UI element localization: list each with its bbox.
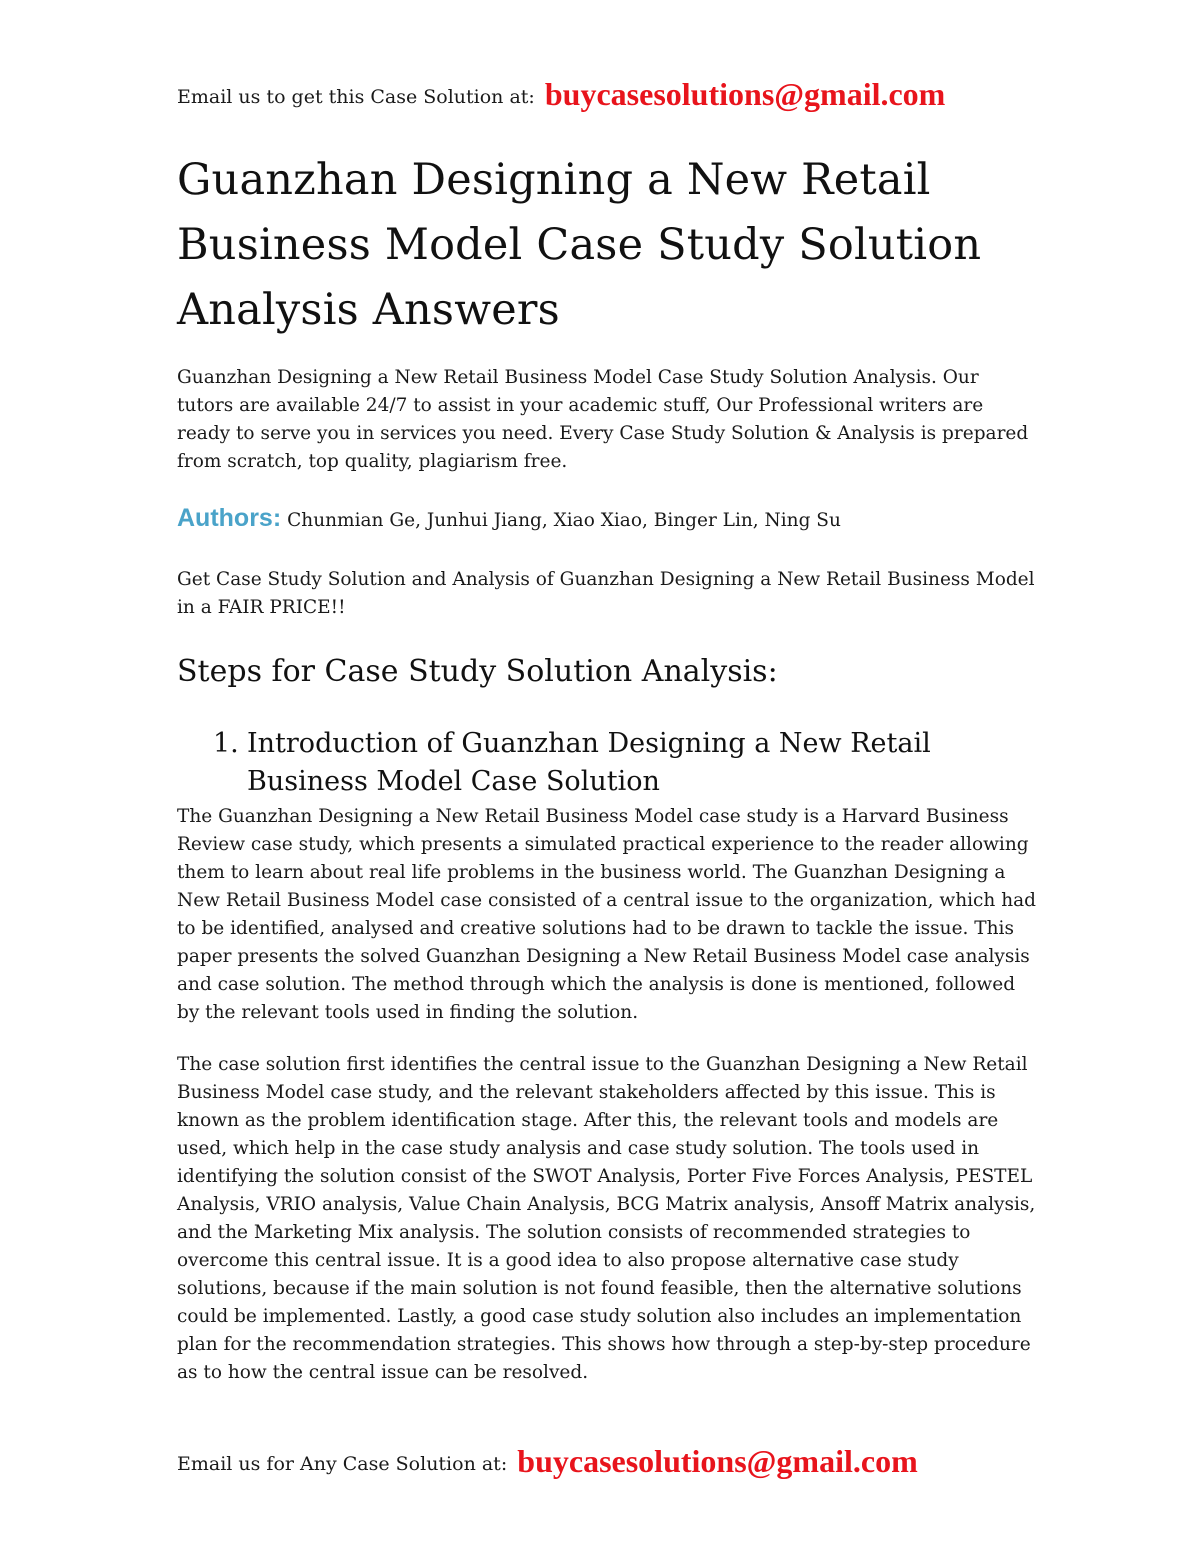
page-title: Guanzhan Designing a New Retail Business Model Case Study Solution Analysis Answers	[177, 155, 982, 335]
step-1-title: Introduction of Guanzhan Designing a New Retail Business Model Case Solution	[247, 728, 931, 797]
authors-label: Authors:	[177, 504, 282, 532]
body-paragraph: The case solution first identifies the central issue to the Guanzhan Designing a New Retail Business Model case study, and the relevant stakeholders affected by this issue. This is known as the problem identification stage. After this, the relevant tools and models are used, which help in the case study analysis and case study solution. The tools used in identifying the solution consist of the SWOT Analysis, Porter Five Forces Analysis, PESTEL Analysis, VRIO analysis, Value Chain Analysis, BCG Matrix analysis, Ansoff Matrix analysis, and the Marketing Mix analysis. The solution consists of recommended strategies to overcome this central issue. It is a good idea to also propose alternative case study solutions, because if the main solution is not found feasible, then the alternative solutions could be implemented. Lastly, a good case study solution also includes an implementation plan for the recommendation strategies. This shows how through a step-by-step procedure as to how the central issue can be resolved.	[177, 1054, 1036, 1383]
authors-names: Chunmian Ge, Junhui Jiang, Xiao Xiao, Binger Lin, Ning Su	[287, 510, 841, 531]
top-email-prefix: Email us to get this Case Solution at:	[177, 86, 535, 108]
bottom-email-line	[177, 1443, 918, 1479]
step-1-heading	[213, 725, 1037, 801]
body-paragraph: The Guanzhan Designing a New Retail Business Model case study is a Harvard Business Review case study, which presents a simulated practical experience to the reader allowing them to learn about real life problems in the business world. The Guanzhan Designing a New Retail Business Model case consisted of a central issue to the organization, which had to be identified, analysed and creative solutions had to be drawn to tackle the issue. This paper presents the solved Guanzhan Designing a New Retail Business Model case analysis and case solution. The method through which the analysis is done is mentioned, followed by the relevant tools used in finding the solution.	[177, 806, 1036, 1023]
intro-paragraph: Guanzhan Designing a New Retail Business Model Case Study Solution Analysis. Our tutors are available 24/7 to assist in your academic stuff, Our Professional writers are ready to serve you in services you need. Every Case Study Solution & Analysis is prepared from scratch, top quality, plagiarism free.	[177, 367, 1029, 472]
authors-line	[177, 504, 1037, 535]
steps-heading: Steps for Case Study Solution Analysis:	[177, 654, 778, 689]
bottom-email-prefix: Email us for Any Case Solution at:	[177, 1453, 508, 1475]
top-email-line	[177, 76, 946, 112]
price-paragraph: Get Case Study Solution and Analysis of Guanzhan Designing a New Retail Business Model in a FAIR PRICE!!	[177, 569, 1035, 618]
bottom-email-address[interactable]: buycasesolutions@gmail.com	[517, 1443, 918, 1479]
top-email-address[interactable]: buycasesolutions@gmail.com	[544, 76, 946, 112]
step-1-number: 1.	[213, 728, 239, 759]
